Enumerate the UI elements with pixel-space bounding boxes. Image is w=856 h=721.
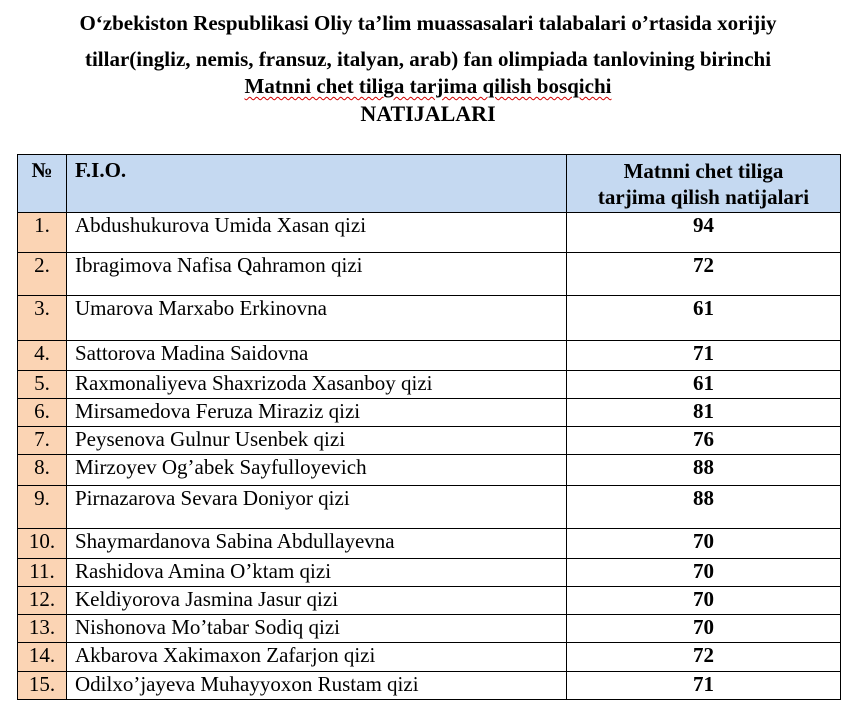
- student-name: Akbarova Xakimaxon Zafarjon qizi: [67, 643, 567, 672]
- score-value: 70: [567, 529, 841, 559]
- table-row: [18, 296, 841, 341]
- student-name: Umarova Marxabo Erkinovna: [67, 296, 567, 341]
- heading-line-3: [0, 73, 856, 99]
- student-name: Sattorova Madina Saidovna: [67, 341, 567, 371]
- score-value: 76: [567, 427, 841, 455]
- row-number: 10.: [18, 529, 67, 559]
- row-number: 6.: [18, 399, 67, 427]
- table-row: [18, 672, 841, 700]
- table-row: [18, 213, 841, 253]
- row-number: 9.: [18, 486, 67, 529]
- student-name: Shaymardanova Sabina Abdullayevna: [67, 529, 567, 559]
- table-row: [18, 399, 841, 427]
- score-value: 81: [567, 399, 841, 427]
- header-number: №: [18, 155, 67, 213]
- heading-line-3-text: Matnni chet tiliga tarjima qilish bosqichi: [244, 74, 612, 98]
- score-value: 72: [567, 643, 841, 672]
- heading-line-4: NATIJALARI: [360, 101, 496, 126]
- row-number: 5.: [18, 371, 67, 399]
- row-number: 12.: [18, 587, 67, 615]
- table-row: [18, 587, 841, 615]
- heading-line-2: tillar(ingliz, nemis, fransuz, italyan, arab) fan olimpiada tanlovining birinchi: [84, 47, 772, 71]
- student-name: Nishonova Mo’tabar Sodiq qizi: [67, 615, 567, 643]
- score-value: 61: [567, 296, 841, 341]
- table-row: [18, 486, 841, 529]
- score-value: 70: [567, 615, 841, 643]
- student-name: Mirsamedova Feruza Miraziz qizi: [67, 399, 567, 427]
- table-row: [18, 455, 841, 486]
- row-number: 2.: [18, 253, 67, 296]
- header-result-line-1: Matnni chet tiliga: [623, 159, 784, 183]
- table-row: [18, 559, 841, 587]
- score-value: 70: [567, 559, 841, 587]
- student-name: Rashidova Amina O’ktam qizi: [67, 559, 567, 587]
- score-value: 61: [567, 371, 841, 399]
- results-table: [17, 154, 841, 700]
- table-row: [18, 529, 841, 559]
- table-row: [18, 643, 841, 672]
- header-result-line-2: tarjima qilish natijalari: [597, 185, 810, 209]
- table-body: [18, 213, 841, 700]
- row-number: 8.: [18, 455, 67, 486]
- table-row: [18, 371, 841, 399]
- score-value: 71: [567, 672, 841, 700]
- header-result: [567, 155, 841, 213]
- header-name: F.I.O.: [67, 155, 567, 213]
- table-header-row: [18, 155, 841, 213]
- row-number: 7.: [18, 427, 67, 455]
- score-value: 70: [567, 587, 841, 615]
- student-name: Raxmonaliyeva Shaxrizoda Xasanboy qizi: [67, 371, 567, 399]
- table-row: [18, 341, 841, 371]
- row-number: 4.: [18, 341, 67, 371]
- table-row: [18, 253, 841, 296]
- student-name: Abdushukurova Umida Xasan qizi: [67, 213, 567, 253]
- table-row: [18, 615, 841, 643]
- row-number: 15.: [18, 672, 67, 700]
- row-number: 11.: [18, 559, 67, 587]
- score-value: 71: [567, 341, 841, 371]
- score-value: 94: [567, 213, 841, 253]
- student-name: Mirzoyev Og’abek Sayfulloyevich: [67, 455, 567, 486]
- row-number: 14.: [18, 643, 67, 672]
- student-name: Pirnazarova Sevara Doniyor qizi: [67, 486, 567, 529]
- row-number: 1.: [18, 213, 67, 253]
- student-name: Peysenova Gulnur Usenbek qizi: [67, 427, 567, 455]
- table-row: [18, 427, 841, 455]
- heading-line-1: O‘zbekiston Respublikasi Oliy ta’lim muassasalari talabalari o’rtasida xorijiy: [79, 11, 777, 35]
- score-value: 88: [567, 455, 841, 486]
- student-name: Ibragimova Nafisa Qahramon qizi: [67, 253, 567, 296]
- score-value: 72: [567, 253, 841, 296]
- score-value: 88: [567, 486, 841, 529]
- row-number: 13.: [18, 615, 67, 643]
- row-number: 3.: [18, 296, 67, 341]
- student-name: Odilxo’jayeva Muhayyoxon Rustam qizi: [67, 672, 567, 700]
- student-name: Keldiyorova Jasmina Jasur qizi: [67, 587, 567, 615]
